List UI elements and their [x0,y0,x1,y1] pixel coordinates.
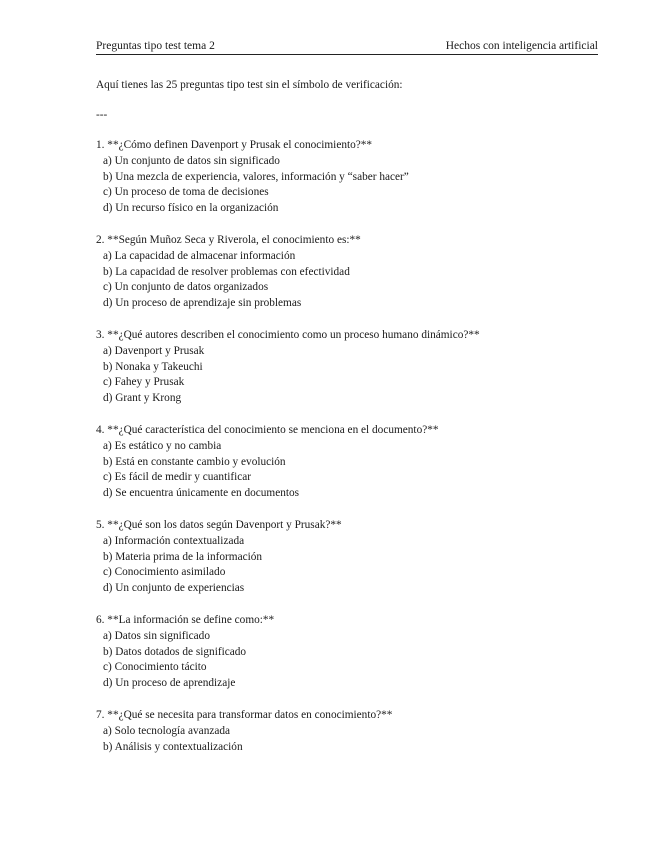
answer-option: b) Una mezcla de experiencia, valores, información y “saber hacer” [103,170,409,183]
question-title: 3. **¿Qué autores describen el conocimiento como un proceso humano dinámico?** [96,328,480,341]
question-6 [96,613,606,692]
answer-option: a) Davenport y Prusak [103,344,205,357]
answer-option: b) Análisis y contextualización [103,740,243,753]
question-4 [96,423,606,502]
answer-option: b) Materia prima de la información [103,550,263,563]
question-5 [96,518,606,597]
question-title: 4. **¿Qué característica del conocimiento se menciona en el documento?** [96,423,439,436]
answer-option: d) Un proceso de aprendizaje [103,677,236,690]
question-2 [96,233,606,312]
header-right-note: Hechos con inteligencia artificial [445,40,598,52]
answer-option: c) Conocimiento tácito [103,661,207,674]
answer-option: d) Grant y Krong [103,392,182,405]
answer-option: a) Solo tecnología avanzada [103,724,231,737]
answer-option: d) Un recurso físico en la organización [103,202,279,215]
question-title: 7. **¿Qué se necesita para transformar datos en conocimiento?** [96,708,393,721]
answer-option: a) Información contextualizada [103,534,245,547]
question-list [96,138,606,755]
answer-option: b) Está en constante cambio y evolución [103,455,286,468]
question-3 [96,328,606,407]
answer-option: c) Un proceso de toma de decisiones [103,186,269,199]
question-title: 6. **La información se define como:** [96,613,275,626]
answer-option: d) Se encuentra únicamente en documentos [103,487,300,500]
separator-line: --- [96,109,108,121]
question-1 [96,138,606,217]
question-title: 5. **¿Qué son los datos según Davenport y Prusak?** [96,518,342,531]
document-body [96,78,606,771]
page-header [96,38,598,54]
answer-option: a) Es estático y no cambia [103,439,222,452]
answer-option: d) Un proceso de aprendizaje sin problemas [103,297,302,310]
answer-option: c) Es fácil de medir y cuantificar [103,471,252,484]
answer-option: c) Un conjunto de datos organizados [103,281,269,294]
answer-option: b) Datos dotados de significado [103,645,247,658]
answer-option: c) Conocimiento asimilado [103,566,226,579]
intro-text: Aquí tienes las 25 preguntas tipo test sin el símbolo de verificación: [96,79,403,91]
answer-option: d) Un conjunto de experiencias [103,582,245,595]
header-divider [96,54,598,55]
answer-option: a) La capacidad de almacenar información [103,249,296,262]
question-7 [96,708,606,755]
answer-option: c) Fahey y Prusak [103,376,185,389]
question-title: 2. **Según Muñoz Seca y Riverola, el conocimiento es:** [96,233,361,246]
answer-option: a) Datos sin significado [103,629,210,642]
answer-option: b) Nonaka y Takeuchi [103,360,203,373]
header-left-title: Preguntas tipo test tema 2 [96,40,215,52]
answer-option: a) Un conjunto de datos sin significado [103,154,280,167]
answer-option: b) La capacidad de resolver problemas con efectividad [103,265,350,278]
question-title: 1. **¿Cómo definen Davenport y Prusak el conocimiento?** [96,139,373,151]
